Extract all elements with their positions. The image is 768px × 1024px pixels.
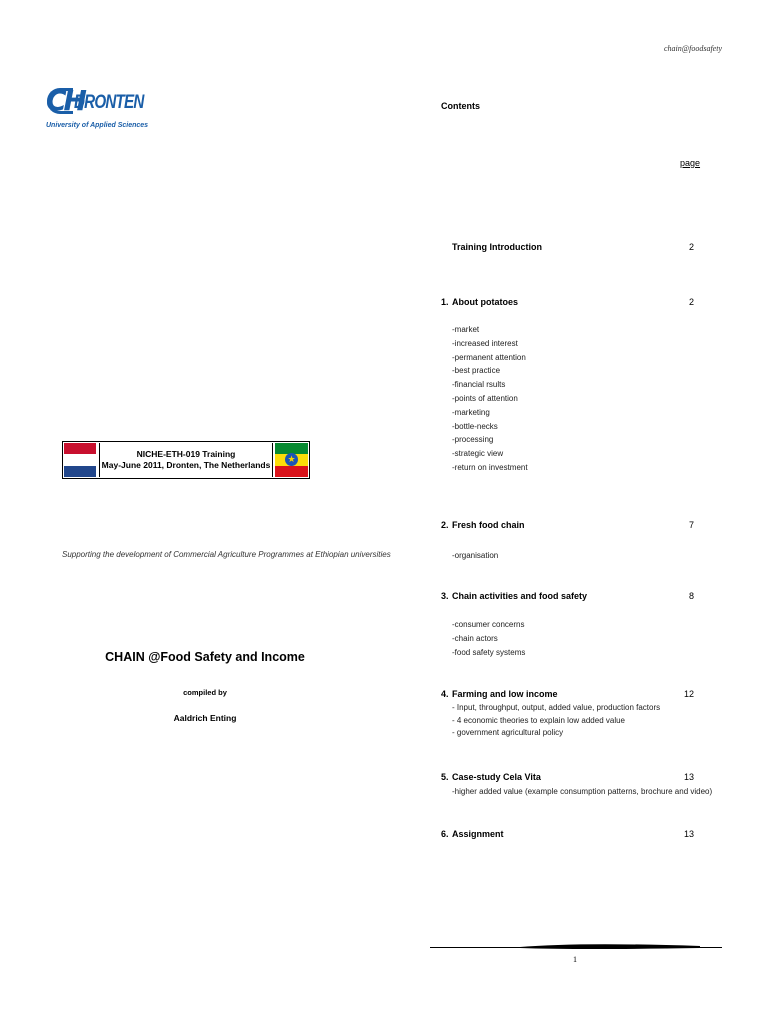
- toc-subitem: -permanent attention: [452, 352, 526, 362]
- supporting-text: Supporting the development of Commercial Agriculture Programmes at Ethiopian universities: [62, 550, 391, 559]
- toc-subitem: -increased interest: [452, 338, 518, 348]
- toc-entry-title: Farming and low income: [452, 689, 558, 699]
- toc-entry-title: Fresh food chain: [452, 520, 525, 530]
- toc-entry-number: 5.: [441, 772, 449, 782]
- toc-entry-page: 7: [688, 520, 694, 530]
- toc-subitem: -higher added value (example consumption patterns, brochure and video): [452, 787, 713, 796]
- toc-entry-number: 2.: [441, 520, 449, 530]
- running-header: chain@foodsafety: [663, 44, 722, 53]
- toc-entry-title: Training Introduction: [452, 242, 542, 252]
- toc-subitem: -market: [452, 325, 480, 334]
- document-title: CHAIN @Food Safety and Income: [105, 650, 305, 664]
- toc-subitems: [452, 785, 712, 799]
- toc-subitems: [452, 618, 525, 659]
- toc-subitem: -organisation: [452, 551, 499, 560]
- ethiopia-flag-icon: ★: [275, 443, 308, 477]
- toc-subitem: -marketing: [452, 407, 490, 417]
- toc-subitems: [452, 323, 528, 475]
- training-text: [99, 443, 273, 477]
- toc-subitems: [452, 549, 498, 563]
- logo-subtitle: University of Applied Sciences: [46, 122, 149, 129]
- toc-entry-page: 13: [683, 772, 694, 782]
- toc-subitem: -financial rsults: [452, 380, 506, 390]
- dronten-logo: [46, 84, 149, 134]
- toc-subitem: -points of attention: [452, 393, 518, 403]
- contents-heading: Contents: [441, 101, 480, 111]
- author-name: Aaldrich Enting: [173, 713, 237, 723]
- toc-entry-title: About potatoes: [452, 297, 518, 307]
- toc-subitems: [452, 702, 660, 740]
- toc-subitem: -return on investment: [452, 462, 528, 472]
- toc-subitem: - Input, throughput, output, added value, production factors: [452, 703, 661, 712]
- footer-rule: [430, 941, 722, 951]
- toc-entry-page: 8: [688, 591, 694, 601]
- page-column-label: page: [680, 158, 701, 168]
- toc-subitem: -processing: [452, 435, 494, 445]
- toc-subitem: - 4 economic theories to explain low added value: [452, 715, 625, 725]
- toc-entry-page: 13: [683, 829, 694, 839]
- toc-subitem: -best practice: [452, 366, 501, 376]
- toc-subitem: -consumer concerns: [452, 620, 525, 629]
- toc-subitem: - government agricultural policy: [452, 728, 564, 737]
- toc-entry-number: 3.: [441, 591, 449, 601]
- logo-name: DRONTEN: [74, 92, 144, 113]
- training-line2: May-June 2011, Dronten, The Netherlands: [101, 460, 271, 470]
- toc-entry-page: 2: [688, 297, 694, 307]
- logo-mark: CH: [46, 84, 84, 117]
- compiled-by-label: compiled by: [183, 688, 227, 697]
- toc-entry-title: Chain activities and food safety: [452, 591, 588, 601]
- toc-entry-number: 6.: [441, 829, 449, 839]
- training-box: [62, 441, 310, 479]
- toc-entry-number: 1.: [441, 297, 449, 307]
- toc-entry-page: 2: [688, 242, 694, 252]
- toc-subitem: -food safety systems: [452, 647, 526, 657]
- toc-subitem: -chain actors: [452, 633, 498, 643]
- toc-entry-title: Case-study Cela Vita: [452, 772, 541, 782]
- toc-subitem: -strategic view: [452, 449, 504, 459]
- toc-entry-number: 4.: [441, 689, 449, 699]
- netherlands-flag-icon: [64, 443, 96, 477]
- training-line1: NICHE-ETH-019 Training: [136, 449, 236, 459]
- page-number: 1: [573, 955, 577, 964]
- toc-entry-title: Assignment: [452, 829, 504, 839]
- toc-entry-page: 12: [683, 689, 694, 699]
- toc-subitem: -bottle-necks: [452, 421, 498, 431]
